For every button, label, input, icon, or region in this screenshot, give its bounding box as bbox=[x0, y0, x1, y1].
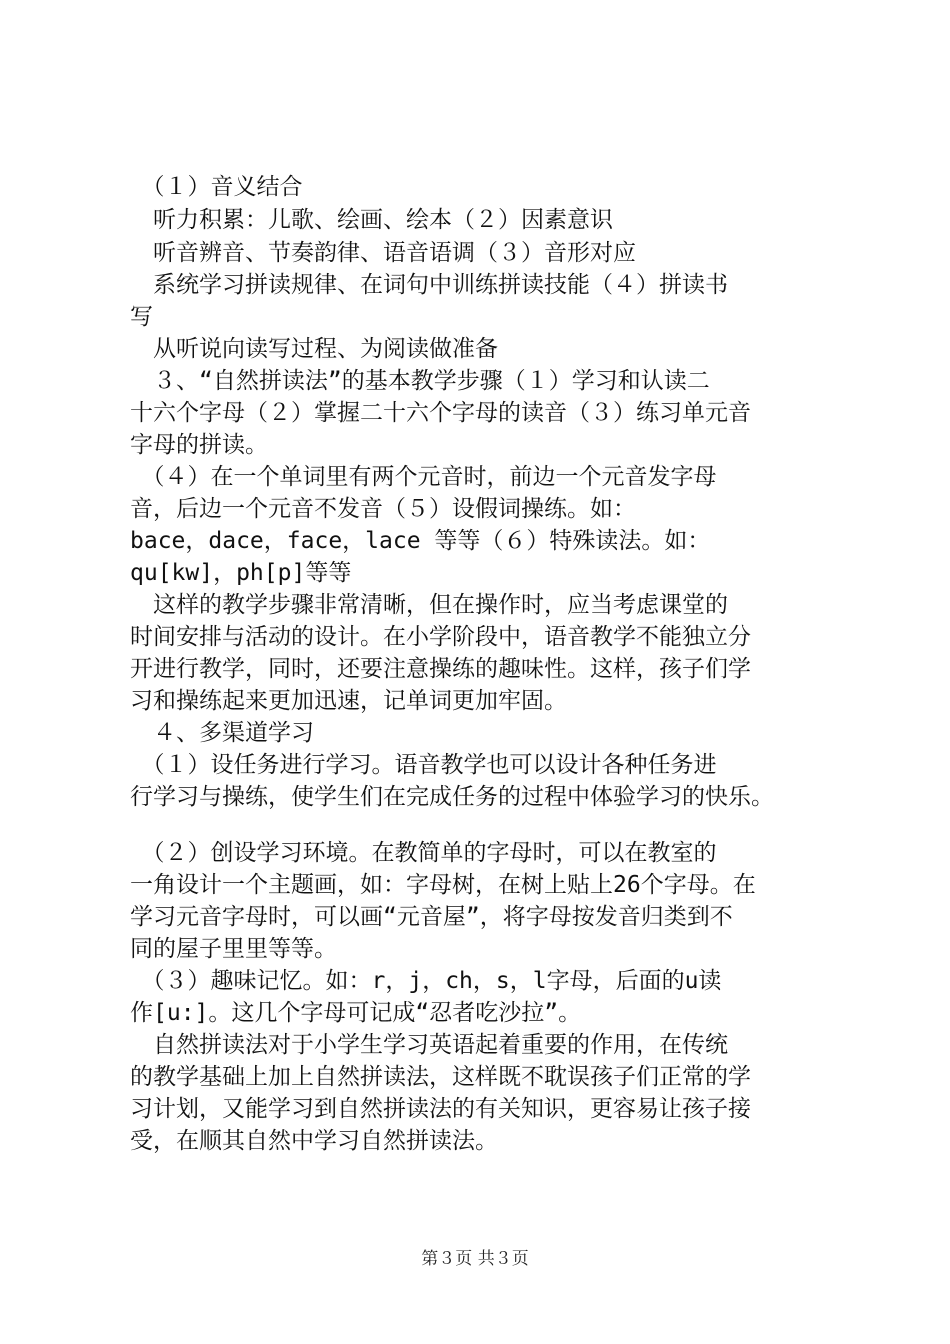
text-line: bace，dace，face，lace 等等（６）特殊读法。如： bbox=[130, 528, 711, 554]
text-line: 自然拼读法对于小学生学习英语起着重要的作用，在传统 bbox=[130, 1032, 728, 1058]
text-line: 开进行教学，同时，还要注意操练的趣味性。这样，孩子们学 bbox=[130, 656, 751, 682]
text-line: 从听说向读写过程、为阅读做准备 bbox=[130, 336, 498, 362]
text-line: 听力积累：儿歌、绘画、绘本（２）因素意识 bbox=[130, 207, 613, 233]
text-line: （２）创设学习环境。在教简单的字母时，可以在教室的 bbox=[130, 840, 717, 866]
text-line: 听音辨音、节奏韵律、语音语调（３）音形对应 bbox=[130, 240, 636, 266]
text-line: 习和操练起来更加迅速，记单词更加牢固。 bbox=[130, 688, 567, 714]
text-line: （４）在一个单词里有两个元音时，前边一个元音发字母 bbox=[130, 464, 717, 490]
text-line: 习计划，又能学习到自然拼读法的有关知识，更容易让孩子接 bbox=[130, 1096, 751, 1122]
text-line: 同的屋子里里等等。 bbox=[130, 936, 337, 962]
text-line: ４、多渠道学习 bbox=[130, 720, 314, 746]
text-line: 学习元音字母时，可以画“元音屋”，将字母按发音归类到不 bbox=[130, 904, 733, 930]
text-line: 一角设计一个主题画，如：字母树，在树上贴上26个字母。在 bbox=[130, 872, 756, 898]
text-line: 的教学基础上加上自然拼读法，这样既不耽误孩子们正常的学 bbox=[130, 1064, 751, 1090]
text-line: （１）设任务进行学习。语音教学也可以设计各种任务进 bbox=[130, 752, 717, 778]
text-line: 作[u:]。这几个字母可记成“忍者吃沙拉”。 bbox=[130, 1000, 582, 1026]
page-number-footer: 第３页 共３页 bbox=[421, 1249, 529, 1269]
text-line: 写 bbox=[130, 304, 153, 330]
text-line: 字母的拼读。 bbox=[130, 432, 268, 458]
text-line: ３、“自然拼读法”的基本教学步骤（１）学习和认读二 bbox=[130, 368, 710, 394]
text-line: qu[kw]，ph[p]等等 bbox=[130, 560, 352, 586]
text-line: 时间安排与活动的设计。在小学阶段中，语音教学不能独立分 bbox=[130, 624, 751, 650]
text-line: 系统学习拼读规律、在词句中训练拼读技能（４）拼读书 bbox=[130, 272, 728, 298]
text-line: 音，后边一个元音不发音（５）设假词操练。如： bbox=[130, 496, 636, 522]
text-line: 十六个字母（２）掌握二十六个字母的读音（３）练习单元音 bbox=[130, 400, 751, 426]
text-line: 行学习与操练，使学生们在完成任务的过程中体验学习的快乐。 bbox=[130, 784, 774, 810]
text-line: （３）趣味记忆。如：r，j，ch，s，l字母，后面的u读 bbox=[130, 968, 722, 994]
text-line: 这样的教学步骤非常清晰，但在操作时，应当考虑课堂的 bbox=[130, 592, 728, 618]
text-line: 受，在顺其自然中学习自然拼读法。 bbox=[130, 1128, 498, 1154]
text-line: （１）音义结合 bbox=[130, 174, 303, 200]
